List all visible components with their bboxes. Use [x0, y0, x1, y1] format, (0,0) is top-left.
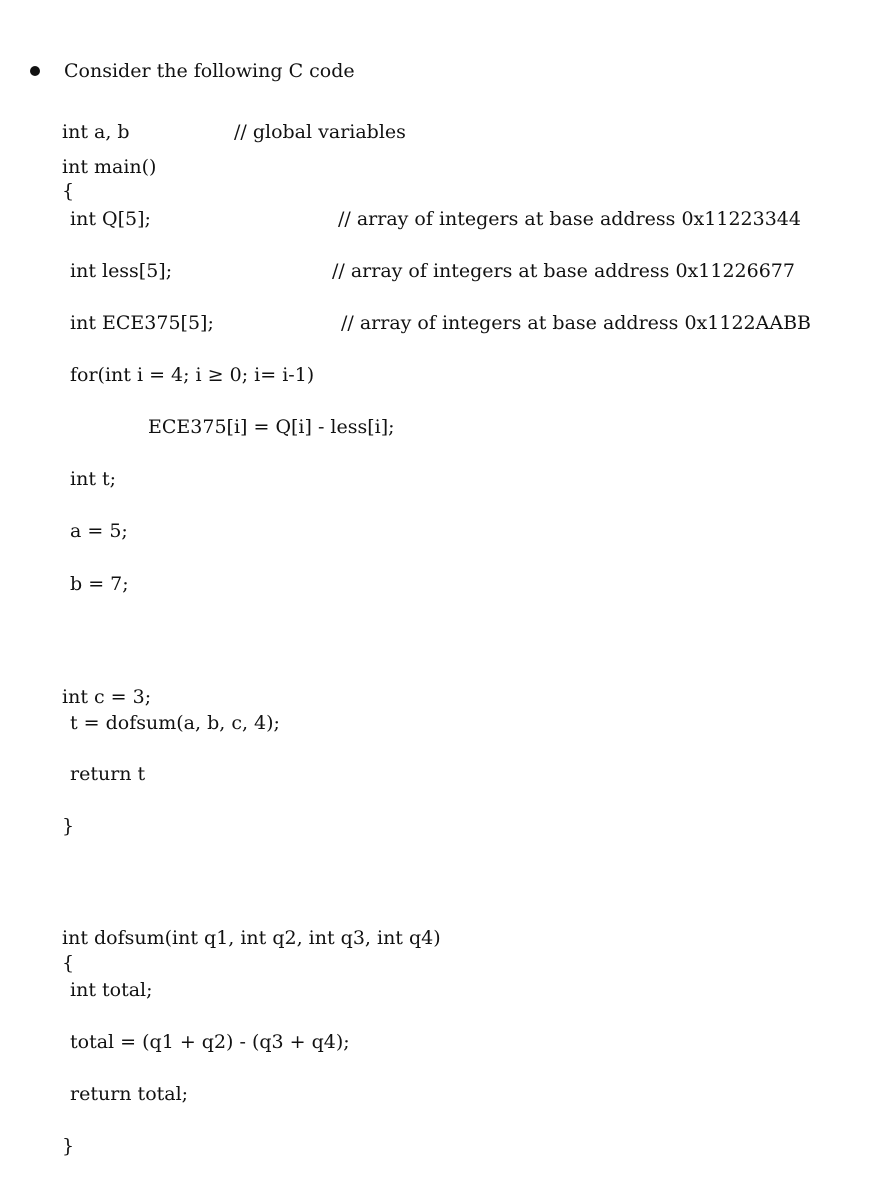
code-decl-q: int Q[5]; [70, 208, 151, 230]
code-decl-total: int total; [70, 979, 153, 1001]
code-comment-less: // array of integers at base address 0x11226677 [332, 260, 795, 282]
code-for-body: ECE375[i] = Q[i] - less[i]; [148, 416, 395, 438]
code-decl-t: int t; [70, 468, 117, 490]
code-brace-open-main: { [62, 180, 75, 202]
code-assign-total: total = (q1 + q2) - (q3 + q4); [70, 1031, 350, 1053]
code-brace-close-main: } [62, 815, 75, 837]
code-for-loop: for(int i = 4; i ≥ 0; i= i-1) [70, 364, 315, 386]
code-decl-c: int c = 3; [62, 686, 152, 708]
code-global-declaration: int a, b [62, 121, 130, 143]
bullet-point [30, 66, 40, 76]
code-comment-q: // array of integers at base address 0x11223344 [338, 208, 801, 230]
code-assign-b: b = 7; [70, 573, 129, 595]
code-comment-ece375: // array of integers at base address 0x1122AABB [341, 312, 811, 334]
code-function-call: t = dofsum(a, b, c, 4); [70, 712, 280, 734]
code-assign-a: a = 5; [70, 520, 128, 542]
code-return-func: return total; [70, 1083, 189, 1105]
code-brace-close-func: } [62, 1135, 75, 1157]
code-return-main: return t [70, 763, 146, 785]
code-function-signature: int dofsum(int q1, int q2, int q3, int q4) [62, 927, 441, 949]
code-main-signature: int main() [62, 156, 157, 178]
code-decl-less: int less[5]; [70, 260, 173, 282]
code-comment-global: // global variables [234, 121, 406, 143]
code-decl-ece375: int ECE375[5]; [70, 312, 214, 334]
code-brace-open-func: { [62, 952, 75, 974]
intro-text: Consider the following C code [64, 60, 355, 82]
